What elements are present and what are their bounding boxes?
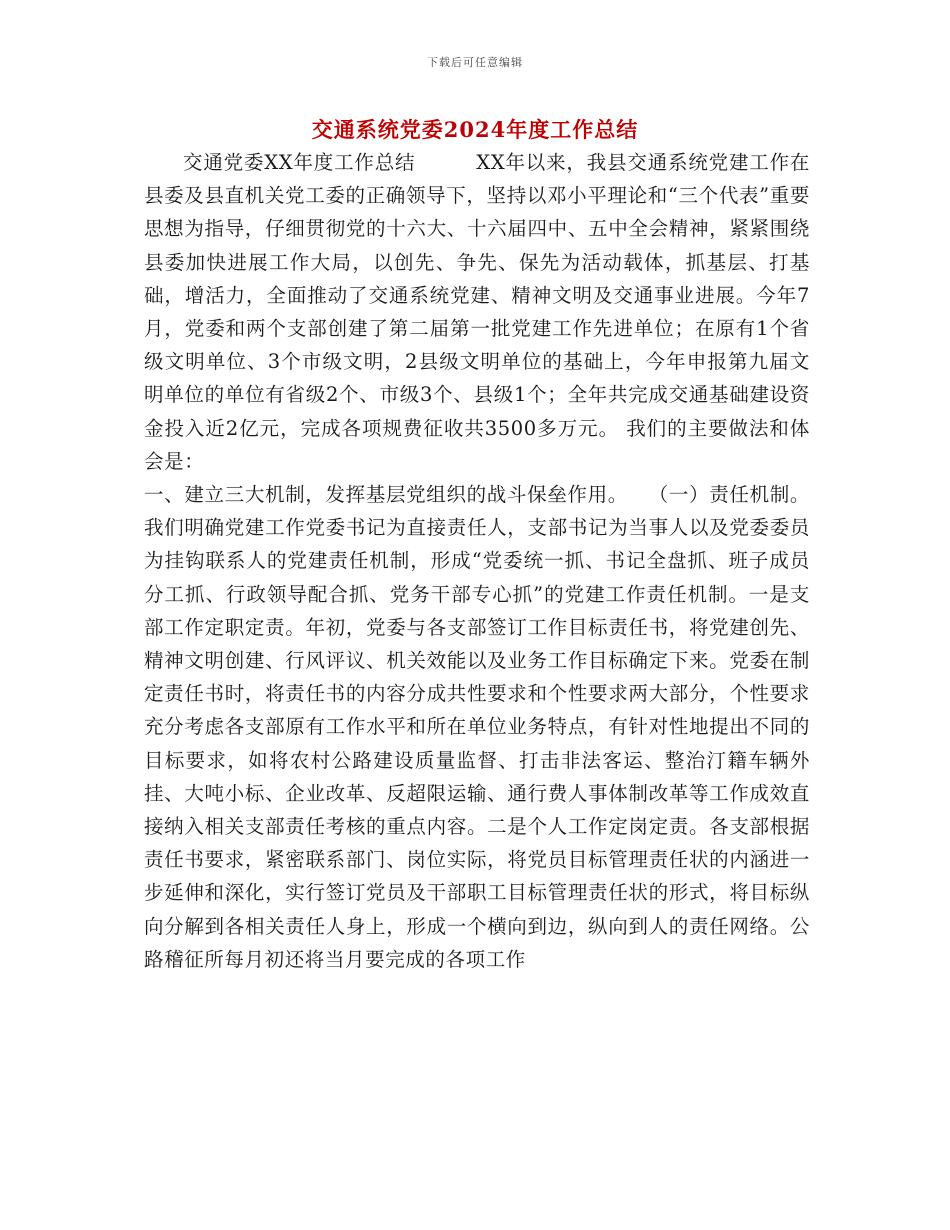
body-paragraph-1: 交通党委XX年度工作总结 XX年以来，我县交通系统党建工作在县委及县直机关党工委的正确领导下，坚持以邓小平理论和“三个代表”重要思想为指导，仔细贯彻党的十六大、十六届四中、五中全会精神，紧紧围绕县委加快进展工作大局，以创先、争先、保先为活动载体，抓基层、打基础，增活力，全面推动了交通系统党建、精神文明及交通事业进展。今年7月，党委和两个支部创建了第二届第一批党建工作先进单位；在原有1个省级文明单位、3个市级文明，2县级文明单位的基础上，今年申报第九届文明单位的单位有省级2个、市级3个、县级1个；全年共完成交通基础建设资金投入近2亿元，完成各项规费征收共3500多万元。 我们的主要做法和体会是： [144, 151, 810, 473]
document-title: 交通系统党委2024年度工作总结 [311, 117, 639, 142]
body-paragraph-2: 一、建立三大机制，发挥基层党组织的战斗保垒作用。 （一）责任机制。我们明确党建工作党委书记为直接责任人，支部书记为当事人以及党委委员为挂钩联系人的党建责任机制，形成“党委统一抓、书记全盘抓、班子成员分工抓、行政领导配合抓、党务干部专心抓”的党建工作责任机制。一是支部工作定职定责。年初，党委与各支部签订工作目标责任书，将党建创先、精神文明创建、行风评议、机关效能以及业务工作目标确定下来。党委在制定责任书时，将责任书的内容分成共性要求和个性要求两大部分，个性要求充分考虑各支部原有工作水平和所在单位业务特点，有针对性地提出不同的目标要求，如将农村公路建设质量监督、打击非法客运、整治汀籍车辆外挂、大吨小标、企业改革、反超限运输、通行费人事体制改革等工作成效直接纳入相关支部责任考核的重点内容。二是个人工作定岗定责。各支部根据责任书要求，紧密联系部门、岗位实际，将党员目标管理责任状的内涵进一步延伸和深化，实行签订党员及干部职工目标管理责任状的形式，将目标纵向分解到各相关责任人身上，形成一个横向到边，纵向到人的责任网络。公路稽征所每月初还将当月要完成的各项工作 [144, 483, 810, 971]
document-body [144, 146, 810, 976]
header-note: 下载后可任意编辑 [427, 56, 523, 69]
